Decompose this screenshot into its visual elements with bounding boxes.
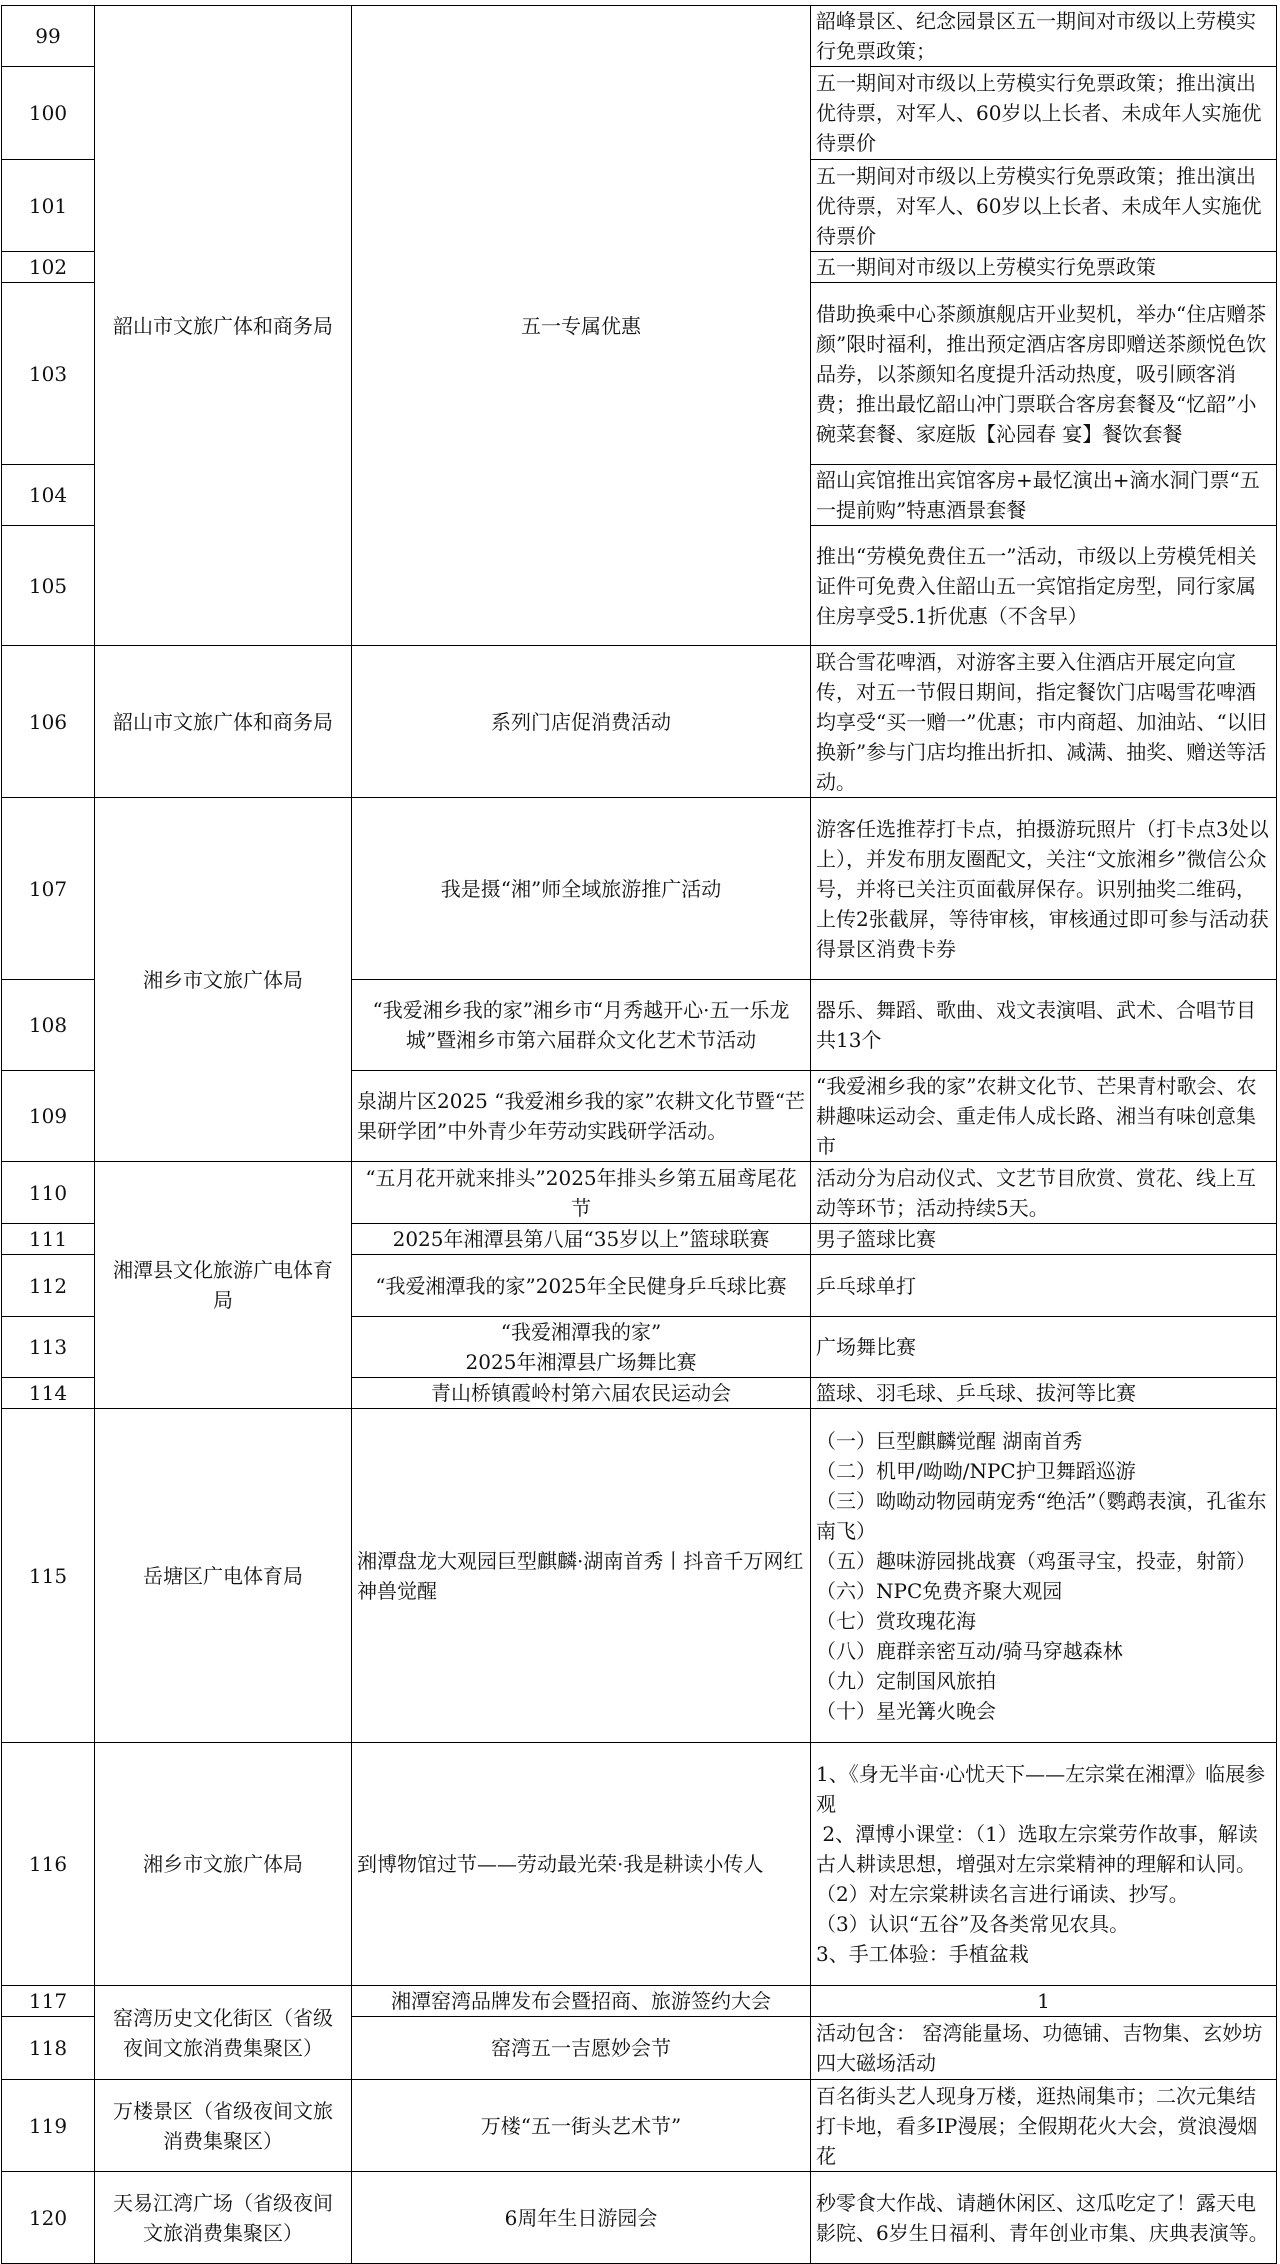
table-row [2, 1162, 1277, 1224]
activity-name-cell: 2025年湘潭县第八届“35岁以上”篮球联赛 [352, 1224, 811, 1255]
row-number: 117 [2, 1986, 95, 2017]
row-number: 105 [2, 526, 95, 646]
activity-content-cell: 五一期间对市级以上劳模实行免票政策；推出演出优待票，对军人、60岁以上长者、未成年人实施优待票价 [811, 67, 1277, 160]
row-number: 101 [2, 160, 95, 252]
row-number: 113 [2, 1317, 95, 1378]
table-row [2, 1409, 1277, 1743]
row-number: 118 [2, 2017, 95, 2080]
content-line: （七）赏玫瑰花海 [816, 1608, 976, 1633]
activity-name-cell [352, 1317, 811, 1378]
activity-name-cell: 6周年生日游园会 [352, 2172, 811, 2264]
content-line: 1、《身无半亩·心忧天下——左宗棠在湘潭》临展参观 [816, 1762, 1266, 1816]
content-line: 3、手工体验：手植盆栽 [816, 1942, 1029, 1966]
row-number: 112 [2, 1255, 95, 1317]
activity-content-cell [811, 1409, 1277, 1743]
row-number: 99 [2, 6, 95, 67]
activity-name-cell: “我爱湘潭我的家”2025年全民健身乒乓球比赛 [352, 1255, 811, 1317]
row-number: 106 [2, 646, 95, 798]
table-row [2, 2172, 1277, 2264]
organizer-cell: 韶山市文旅广体和商务局 [95, 6, 352, 646]
activity-content-cell: 乒乓球单打 [811, 1255, 1277, 1317]
activity-name-cell: 五一专属优惠 [352, 6, 811, 646]
content-line: （三）呦呦动物园萌宠秀“绝活”（鹦鹉表演，孔雀东南飞） [816, 1488, 1267, 1543]
content-line: （2）对左宗棠耕读名言进行诵读、抄写。 [816, 1882, 1189, 1906]
activity-content-cell: 游客任选推荐打卡点，拍摄游玩照片（打卡点3处以上），并发布朋友圈配文，关注“文旅湘乡”微信公众号，并将已关注页面截屏保存。识别抽奖二维码，上传2张截屏，等待审核，审核通过即可参与活动获得景区消费卡券 [811, 798, 1277, 980]
table-row [2, 6, 1277, 67]
activity-content-cell: 活动包含： 窑湾能量场、功德铺、吉物集、玄妙坊四大磁场活动 [811, 2017, 1277, 2080]
row-number: 100 [2, 67, 95, 160]
activity-name-cell: 系列门店促消费活动 [352, 646, 811, 798]
content-line: （十）星光篝火晚会 [816, 1698, 996, 1723]
activity-table [1, 5, 1277, 2264]
content-line: （九）定制国风旅拍 [816, 1668, 996, 1693]
organizer-cell: 天易江湾广场（省级夜间文旅消费集聚区） [95, 2172, 352, 2264]
activity-content-cell: 韶峰景区、纪念园景区五一期间对市级以上劳模实行免票政策； [811, 6, 1277, 67]
row-number: 107 [2, 798, 95, 980]
activity-content-cell: 活动分为启动仪式、文艺节目欣赏、赏花、线上互动等环节；活动持续5天。 [811, 1162, 1277, 1224]
organizer-cell: 湘乡市文旅广体局 [95, 1743, 352, 1986]
organizer-cell: 韶山市文旅广体和商务局 [95, 646, 352, 798]
activity-content-cell: 借助换乘中心茶颜旗舰店开业契机，举办“住店赠茶颜”限时福利，推出预定酒店客房即赠送茶颜悦色饮品券，以茶颜知名度提升活动热度，吸引顾客消费；推出最忆韶山冲门票联合客房套餐及“忆韶”小碗菜套餐、家庭版【沁园春 宴】餐饮套餐 [811, 283, 1277, 465]
content-line: （六）NPC免费齐聚大观园 [816, 1578, 1063, 1603]
row-number: 109 [2, 1071, 95, 1162]
row-number: 103 [2, 283, 95, 465]
activity-content-cell: “我爱湘乡我的家”农耕文化节、芒果青村歌会、农耕趣味运动会、重走伟人成长路、湘当有味创意集市 [811, 1071, 1277, 1162]
table-row [2, 2080, 1277, 2172]
activity-content-cell: 百名街头艺人现身万楼，逛热闹集市；二次元集结打卡地，看多IP漫展；全假期花火大会，赏浪漫烟花 [811, 2080, 1277, 2172]
activity-name-cell: 我是摄“湘”师全域旅游推广活动 [352, 798, 811, 980]
document-page [0, 5, 1280, 2264]
activity-content-cell: 篮球、羽毛球、乒乓球、拔河等比赛 [811, 1378, 1277, 1409]
activity-name-line: 2025年湘潭县广场舞比赛 [465, 1350, 697, 1374]
activity-name-cell: “我爱湘乡我的家”湘乡市“月秀越开心·五一乐龙城”暨湘乡市第六届群众文化艺术节活动 [352, 980, 811, 1071]
activity-content-cell: 推出“劳模免费住五一”活动，市级以上劳模凭相关证件可免费入住韶山五一宾馆指定房型，同行家属住房享受5.1折优惠（不含早） [811, 526, 1277, 646]
content-line: 2、潭博小课堂：（1）选取左宗棠劳作故事，解读古人耕读思想，增强对左宗棠精神的理解和认同。 [816, 1822, 1258, 1876]
activity-content-cell: 器乐、舞蹈、歌曲、戏文表演唱、武术、合唱节目共13个 [811, 980, 1277, 1071]
activity-name-cell: 青山桥镇霞岭村第六届农民运动会 [352, 1378, 811, 1409]
row-number: 119 [2, 2080, 95, 2172]
activity-content-cell: 五一期间对市级以上劳模实行免票政策 [811, 252, 1277, 283]
activity-name-cell: “五月花开就来排头”2025年排头乡第五届鸢尾花节 [352, 1162, 811, 1224]
table-row [2, 798, 1277, 980]
table-row [2, 1986, 1277, 2017]
activity-content-cell: 男子篮球比赛 [811, 1224, 1277, 1255]
row-number: 102 [2, 252, 95, 283]
activity-content-cell: 联合雪花啤酒，对游客主要入住酒店开展定向宣传，对五一节假日期间，指定餐饮门店喝雪花啤酒均享受“买一赠一”优惠；市内商超、加油站、“以旧换新”参与门店均推出折扣、减满、抽奖、赠送等活动。 [811, 646, 1277, 798]
activity-name-cell: 到博物馆过节——劳动最光荣·我是耕读小传人 [352, 1743, 811, 1986]
organizer-cell: 万楼景区（省级夜间文旅消费集聚区） [95, 2080, 352, 2172]
row-number: 115 [2, 1409, 95, 1743]
activity-content-cell: 五一期间对市级以上劳模实行免票政策；推出演出优待票，对军人、60岁以上长者、未成年人实施优待票价 [811, 160, 1277, 252]
content-line: （3）认识“五谷”及各类常见农具。 [816, 1912, 1130, 1936]
activity-name-line: “我爱湘潭我的家” [500, 1320, 662, 1344]
activity-name-cell: 湘潭窑湾品牌发布会暨招商、旅游签约大会 [352, 1986, 811, 2017]
table-row [2, 646, 1277, 798]
content-line: （八）鹿群亲密互动/骑马穿越森林 [816, 1638, 1123, 1663]
activity-name-cell: 泉湖片区2025 “我爱湘乡我的家”农耕文化节暨“芒果研学团”中外青少年劳动实践研学活动。 [352, 1071, 811, 1162]
row-number: 104 [2, 465, 95, 526]
row-number: 114 [2, 1378, 95, 1409]
organizer-cell: 湘潭县文化旅游广电体育局 [95, 1162, 352, 1409]
content-line: （一）巨型麒麟觉醒 湖南首秀 [816, 1428, 1083, 1453]
content-line: （二）机甲/呦呦/NPC护卫舞蹈巡游 [816, 1458, 1136, 1483]
row-number: 116 [2, 1743, 95, 1986]
row-number: 111 [2, 1224, 95, 1255]
organizer-cell: 窑湾历史文化街区（省级夜间文旅消费集聚区） [95, 1986, 352, 2080]
organizer-cell: 岳塘区广电体育局 [95, 1409, 352, 1743]
row-number: 110 [2, 1162, 95, 1224]
activity-name-cell: 湘潭盘龙大观园巨型麒麟·湖南首秀丨抖音千万网红神兽觉醒 [352, 1409, 811, 1743]
activity-content-cell: 韶山宾馆推出宾馆客房+最忆演出+滴水洞门票“五一提前购”特惠酒景套餐 [811, 465, 1277, 526]
organizer-cell: 湘乡市文旅广体局 [95, 798, 352, 1162]
activity-name-cell: 窑湾五一吉愿妙会节 [352, 2017, 811, 2080]
activity-content-cell: 秒零食大作战、请趟休闲区、这瓜吃定了！露天电影院、6岁生日福利、青年创业市集、庆典表演等。 [811, 2172, 1277, 2264]
row-number: 108 [2, 980, 95, 1071]
table-row [2, 1743, 1277, 1986]
activity-content-cell: 广场舞比赛 [811, 1317, 1277, 1378]
row-number: 120 [2, 2172, 95, 2264]
activity-content-cell: 1 [811, 1986, 1277, 2017]
activity-content-cell [811, 1743, 1277, 1986]
content-line: （五）趣味游园挑战赛（鸡蛋寻宝，投壶，射箭） [816, 1548, 1256, 1573]
activity-name-cell: 万楼“五一街头艺术节” [352, 2080, 811, 2172]
